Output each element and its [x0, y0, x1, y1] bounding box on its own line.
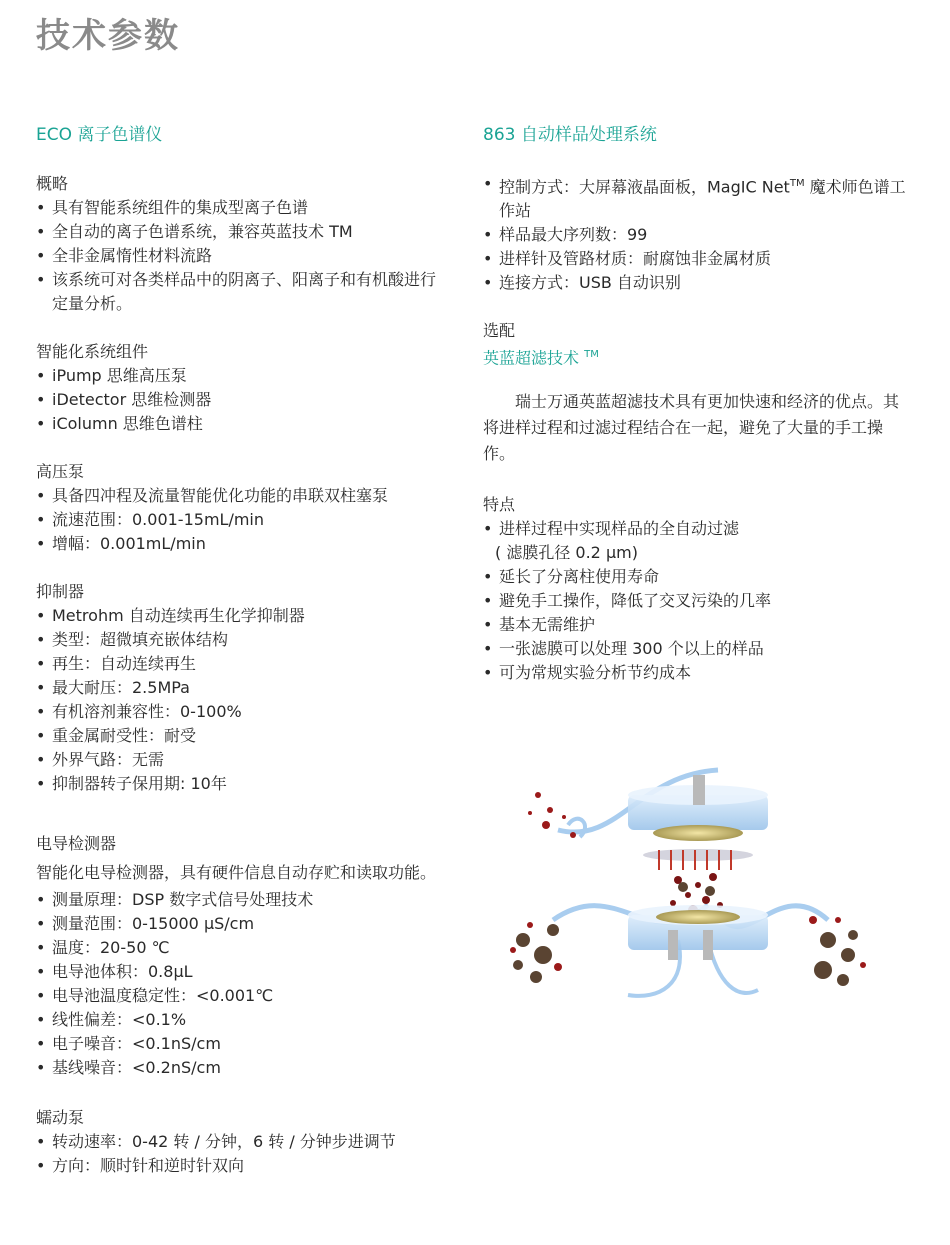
list-item: • 流速范围：0.001-15mL/min: [36, 508, 446, 532]
filtration-title-text: 英蓝超滤技术: [483, 348, 580, 368]
list-item: • 方向：顺时针和逆时针双向: [36, 1154, 446, 1178]
list-item: • 外界气路：无需: [36, 748, 446, 772]
list-item: • 基线噪音：<0.2nS/cm: [36, 1056, 446, 1080]
list-item: • 避免手工操作，降低了交叉污染的几率: [483, 589, 911, 613]
list-item: • 延长了分离柱使用寿命: [483, 565, 911, 589]
list-item: • 温度：20-50 ℃: [36, 936, 446, 960]
list-item: • 具有智能系统组件的集成型离子色谱: [36, 196, 446, 220]
list-item: • 转动速率：0-42 转 / 分钟，6 转 / 分钟步进调节: [36, 1130, 446, 1154]
list-item: • 测量原理：DSP 数字式信号处理技术: [36, 888, 446, 912]
pump-list: [36, 484, 446, 556]
list-item: • 电导池温度稳定性：<0.001℃: [36, 984, 446, 1008]
ultrafiltration-illustration: [498, 755, 883, 1020]
list-item: • 增幅：0.001mL/min: [36, 532, 446, 556]
list-item: • 电子噪音：<0.1nS/cm: [36, 1032, 446, 1056]
list-item: • 一张滤膜可以处理 300 个以上的样品: [483, 637, 911, 661]
pump-title: 高压泵: [36, 462, 85, 481]
peristaltic-title: 蠕动泵: [36, 1108, 85, 1127]
list-item-tail: 魔术师色谱工作站: [499, 177, 906, 221]
filtration-title: [483, 343, 911, 370]
list-item: • 重金属耐受性：耐受: [36, 724, 446, 748]
list-item: • 线性偏差：<0.1%: [36, 1008, 446, 1032]
features-title: 特点: [483, 494, 516, 514]
list-item: • iDetector 思维检测器: [36, 388, 446, 412]
right-column: [483, 122, 911, 685]
list-item: • 电导池体积：0.8μL: [36, 960, 446, 984]
trademark-sup: TM: [584, 349, 599, 361]
detector-title: 电导检测器: [36, 834, 117, 853]
eco-heading: ECO 离子色谱仪: [36, 125, 163, 145]
components-title: 智能化系统组件: [36, 342, 149, 361]
list-item: • 有机溶剂兼容性：0-100%: [36, 700, 446, 724]
list-item: • iColumn 思维色谱柱: [36, 412, 446, 436]
list-item: • 基本无需维护: [483, 613, 911, 637]
list-item: • 全非金属惰性材料流路: [36, 244, 446, 268]
list-item: • 类型：超微填充嵌体结构: [36, 628, 446, 652]
list-item: • 连接方式：USB 自动识别: [483, 271, 911, 295]
list-item: [483, 172, 911, 223]
list-item: ( 滤膜孔径 0.2 μm): [495, 542, 638, 562]
list-item: • 测量范围：0-15000 μS/cm: [36, 912, 446, 936]
overview-title: 概略: [36, 174, 69, 193]
page-title: 技术参数: [36, 16, 180, 56]
components-list: [36, 364, 446, 436]
suppressor-title: 抑制器: [36, 582, 85, 601]
list-item: • 样品最大序列数：99: [483, 223, 911, 247]
list-item: • 该系统可对各类样品中的阴离子、阳离子和有机酸进行定量分析。: [36, 268, 446, 316]
list-item: • 再生：自动连续再生: [36, 652, 446, 676]
list-item-text: 控制方式：大屏幕液晶面板，MagIC Net: [499, 177, 790, 197]
optional-label: 选配: [483, 321, 516, 341]
trademark-sup: TM: [789, 178, 805, 189]
detector-intro: 智能化电导检测器，具有硬件信息自动存贮和读取功能。: [36, 863, 437, 882]
list-item: • 具备四冲程及流量智能优化功能的串联双柱塞泵: [36, 484, 446, 508]
list-item: • 最大耐压：2.5MPa: [36, 676, 446, 700]
list-item: • 抑制器转子保用期: 10年: [36, 772, 446, 796]
list-item: • 可为常规实验分析节约成本: [483, 661, 911, 685]
list-item: • 全自动的离子色谱系统，兼容英蓝技术 TM: [36, 220, 446, 244]
left-column: [36, 122, 446, 1178]
suppressor-list: [36, 604, 446, 796]
detector-list: [36, 888, 446, 1080]
processor-list: [483, 172, 911, 295]
list-item: • iPump 思维高压泵: [36, 364, 446, 388]
filtration-description: 瑞士万通英蓝超滤技术具有更加快速和经济的优点。其将进样过程和过滤过程结合在一起，避免了大量的手工操作。: [483, 391, 900, 463]
list-item: • Metrohm 自动连续再生化学抑制器: [36, 604, 446, 628]
sample-processor-heading: 863 自动样品处理系统: [483, 125, 657, 145]
peristaltic-list: [36, 1130, 446, 1178]
list-item: • 进样针及管路材质：耐腐蚀非金属材质: [483, 247, 911, 271]
overview-list: [36, 196, 446, 316]
features-list: [483, 517, 911, 685]
list-item: • 进样过程中实现样品的全自动过滤: [483, 517, 911, 541]
